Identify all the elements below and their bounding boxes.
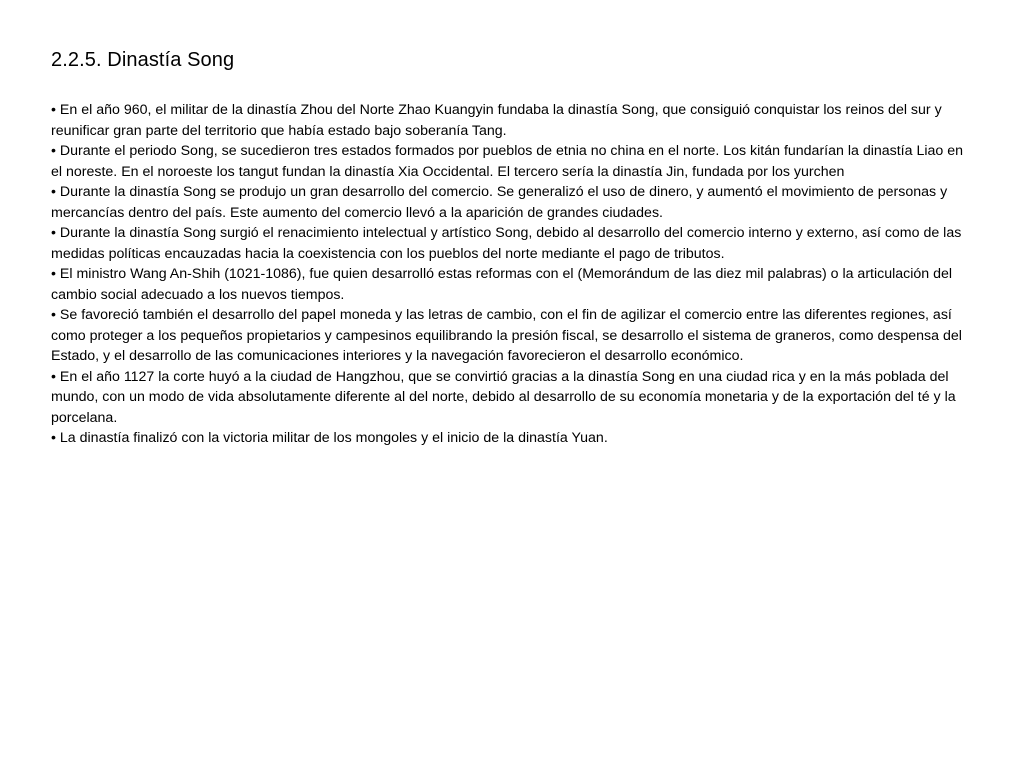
- bullet-glyph: •: [51, 102, 56, 118]
- bullet-glyph: •: [51, 143, 56, 159]
- list-item-text: Se favoreció también el desarrollo del papel moneda y las letras de cambio, con el fin de agilizar el comercio entre las diferentes regiones, así como proteger a los pequeños propietarios y campesinos equilibrando la presión fiscal, se desarrollo el sistema de graneros, como despensa del Estado, y el desarrollo de las comunicaciones interiores y la navegación favorecieron el desarrollo económico.: [51, 307, 962, 364]
- list-item-text: En el año 960, el militar de la dinastía Zhou del Norte Zhao Kuangyin fundaba la dinastía Song, que consiguió conquistar los reinos del sur y reunificar gran parte del territorio que había estado bajo soberanía Tang.: [51, 102, 942, 139]
- list-item: [51, 367, 976, 429]
- list-item: [51, 305, 976, 367]
- bullet-glyph: •: [51, 266, 56, 282]
- list-item-text: Durante el periodo Song, se sucedieron tres estados formados por pueblos de etnia no china en el norte. Los kitán fundarían la dinastía Liao en el noreste. En el noroeste los tangut fundan la dinastía Xia Occidental. El tercero sería la dinastía Jin, fundada por los yurchen: [51, 143, 963, 180]
- bullet-glyph: •: [51, 307, 56, 323]
- bullet-glyph: •: [51, 368, 56, 385]
- bullet-list: [51, 100, 976, 449]
- list-item: [51, 264, 976, 305]
- list-item: [51, 428, 976, 449]
- list-item: [51, 100, 976, 141]
- list-item-text: La dinastía finalizó con la victoria militar de los mongoles y el inicio de la dinastía Yuan.: [59, 430, 608, 446]
- bullet-glyph: •: [51, 430, 56, 446]
- list-item: [51, 182, 976, 223]
- list-item: [51, 141, 976, 182]
- bullet-glyph: •: [51, 225, 56, 241]
- list-item-text: Durante la dinastía Song se produjo un gran desarrollo del comercio. Se generalizó el uso de dinero, y aumentó el movimiento de personas y mercancías dentro del país. Este aumento del comercio llevó a la aparición de grandes ciudades.: [51, 184, 948, 221]
- list-item-text: Durante la dinastía Song surgió el renacimiento intelectual y artístico Song, debido al desarrollo del comercio interno y externo, así como de las medidas políticas encauzadas hacia la coexistencia con los pueblos del norte mediante el pago de tributos.: [51, 225, 962, 262]
- list-item-text: El ministro Wang An-Shih (1021-1086), fue quien desarrolló estas reformas con el (Memorándum de las diez mil palabras) o la articulación del cambio social adecuado a los nuevos tiempos.: [51, 266, 953, 303]
- list-item-text: En el año 1127 la corte huyó a la ciudad de Hangzhou, que se convirtió gracias a la dinastía Song en una ciudad rica y en la más poblada del mundo, con un modo de vida absolutamente diferente al del norte, debido al desarrollo de su economía monetaria y de la exportación del té y la porcelana.: [51, 368, 956, 426]
- slide-title: 2.2.5. Dinastía Song: [51, 49, 235, 71]
- bullet-glyph: •: [51, 184, 56, 200]
- list-item: [51, 223, 976, 264]
